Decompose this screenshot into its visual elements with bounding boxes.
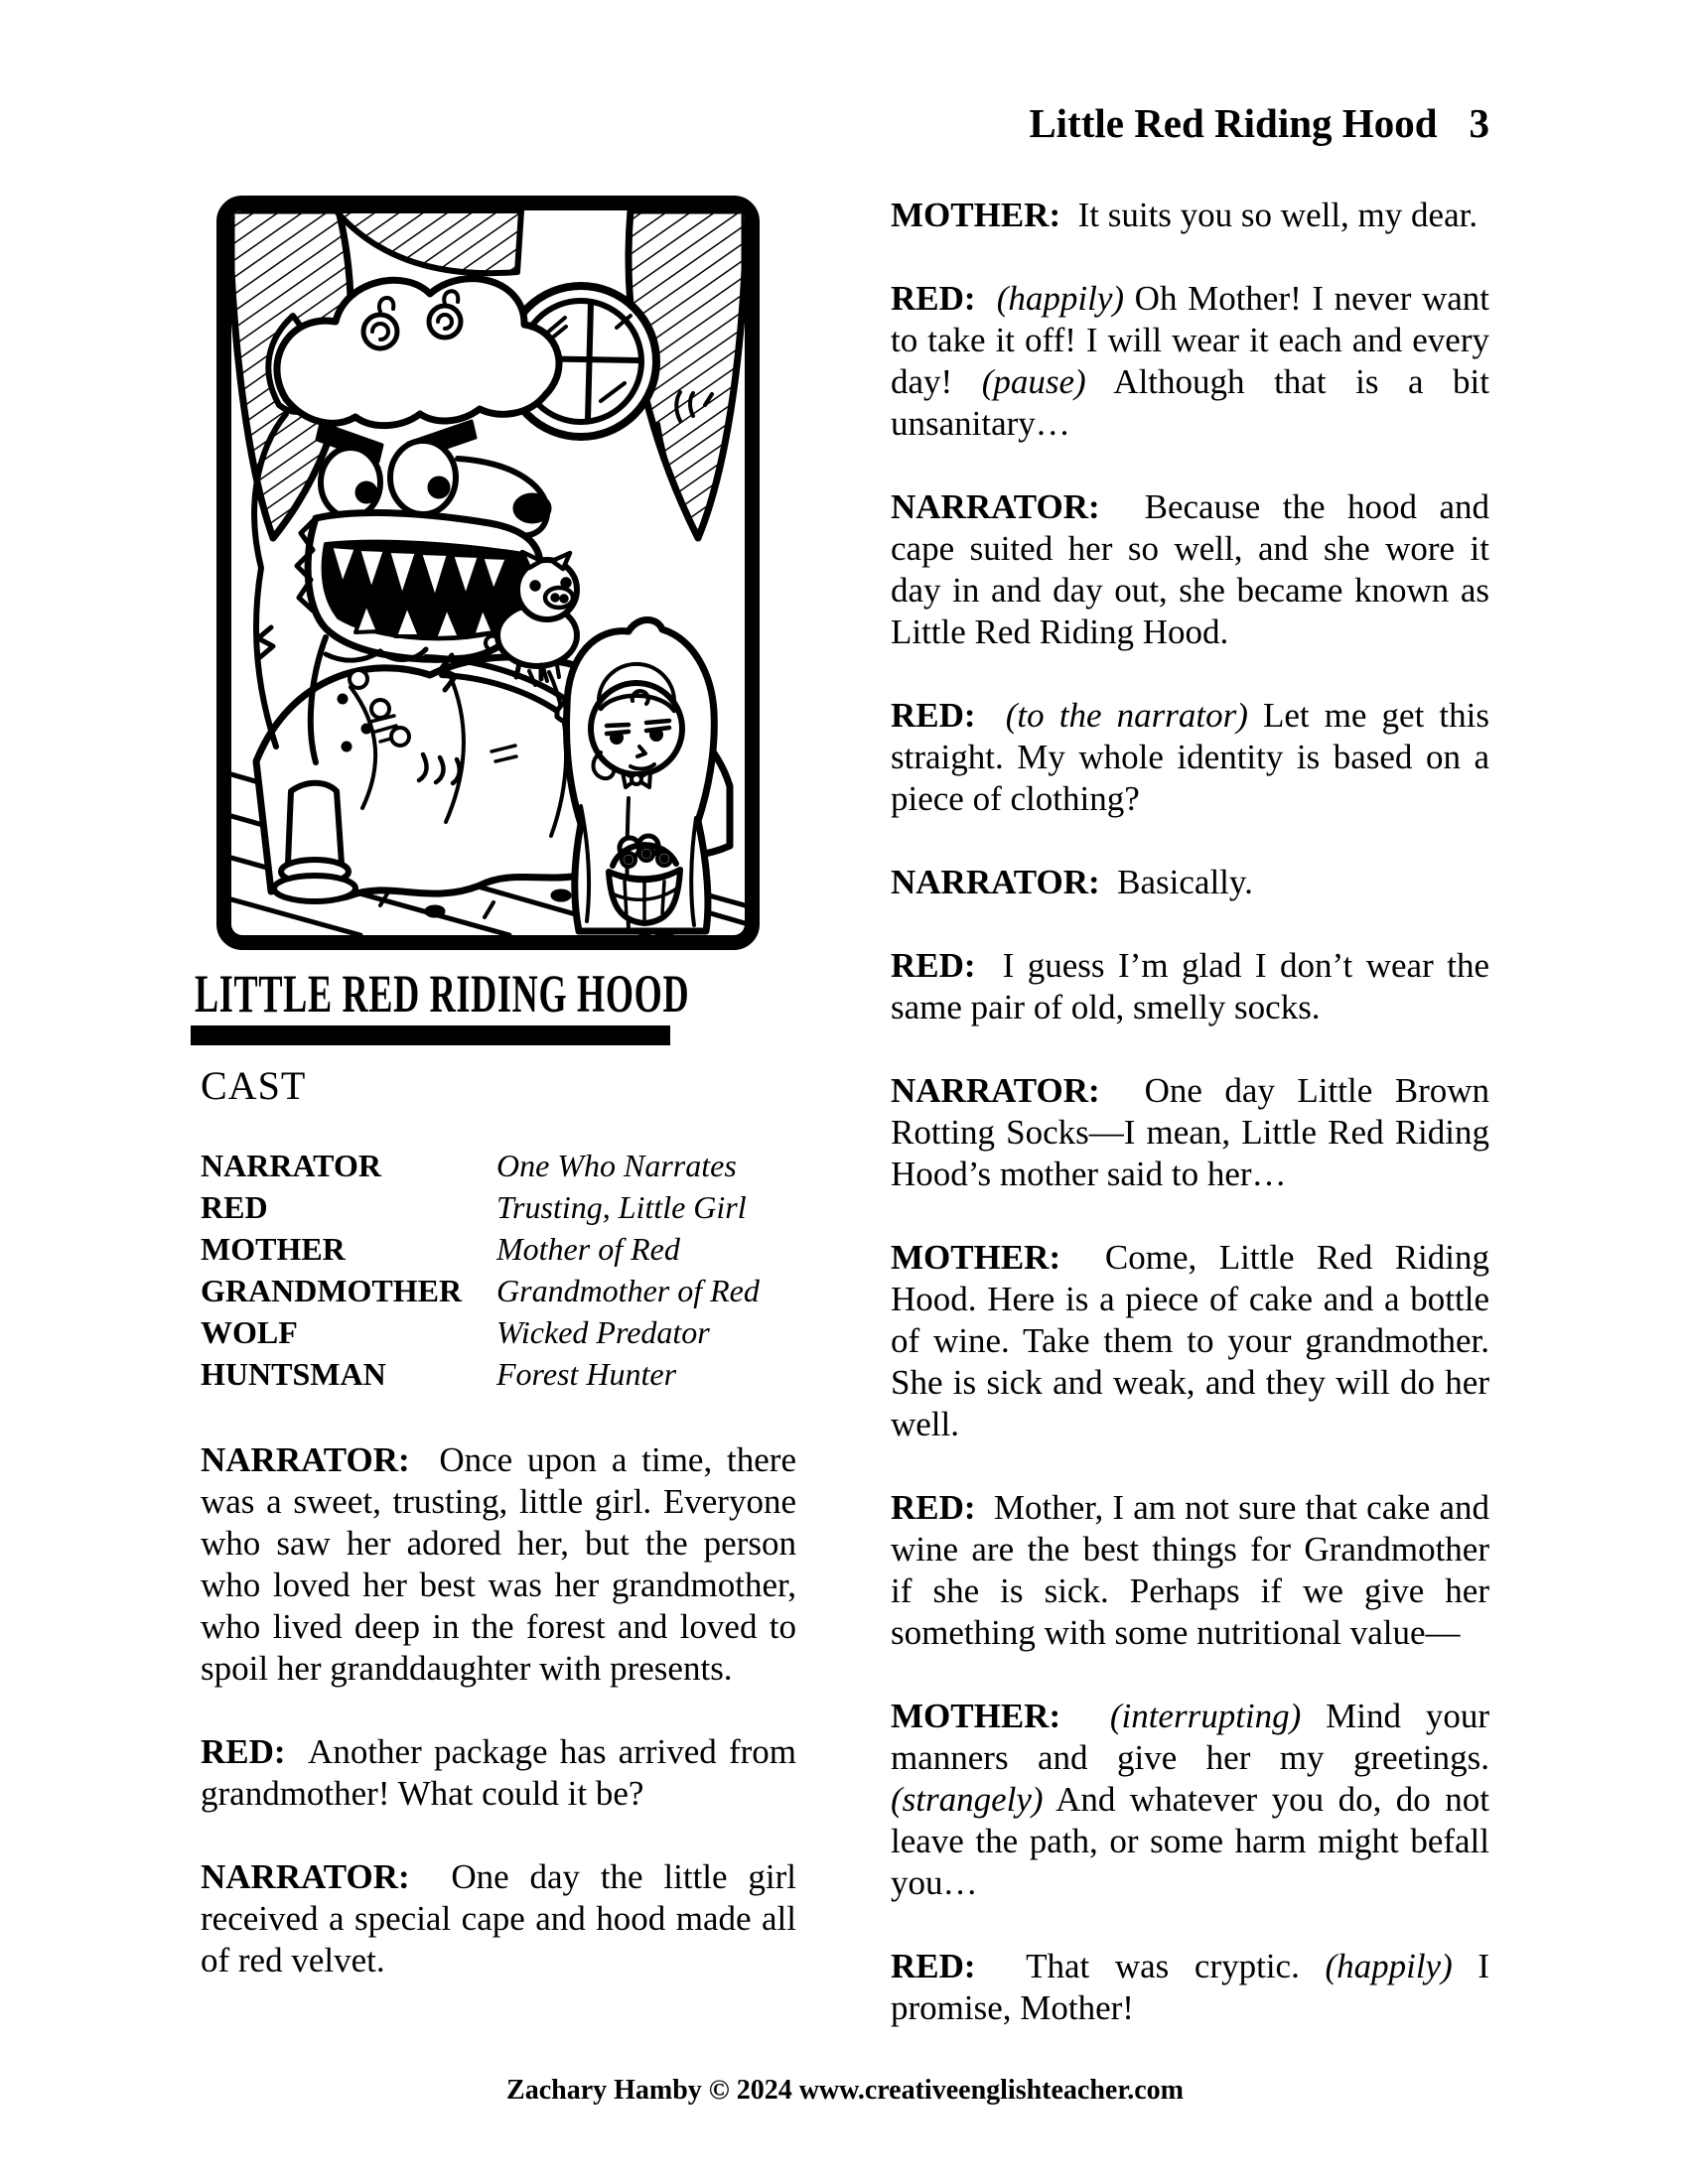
speaker-label: MOTHER:	[891, 1697, 1061, 1735]
script-column-left	[201, 1439, 796, 2023]
cast-member-row	[201, 1148, 796, 1189]
footer-credit: Zachary Hamby © 2024 www.creativeenglishteacher.com	[506, 2075, 1184, 2106]
speaker-label: MOTHER:	[891, 1238, 1061, 1277]
cast-member-description: Mother of Red	[496, 1231, 680, 1267]
story-title: LITTLE RED RIDING HOOD	[195, 964, 690, 1024]
dialogue-text: It suits you so well, my dear.	[1060, 196, 1478, 234]
title-rule	[191, 1025, 670, 1045]
dialogue-text: One day Little Brown Rotting Socks—I mean, Little Red Riding Hood’s mother said to her…	[891, 1071, 1489, 1193]
cast-heading: CAST	[201, 1063, 307, 1108]
dialogue-text: Once upon a time, there was a sweet, trusting, little girl. Everyone who saw her adored her, but the person who loved her best was her grandmother, who lived deep in the forest and loved to spoil her granddaughter with presents.	[201, 1440, 796, 1688]
stage-direction: (happily)	[1325, 1947, 1453, 1985]
dialogue-paragraph	[891, 695, 1489, 820]
dialogue-text: That was cryptic.	[975, 1947, 1326, 1985]
dialogue-text: Mother, I am not sure that cake and wine are the best things for Grandmother if she is sick. Perhaps if we give her something with some nutritional value—	[891, 1488, 1489, 1652]
dialogue-paragraph	[891, 1487, 1489, 1654]
cast-member-description: Forest Hunter	[496, 1356, 677, 1392]
dialogue-text	[1060, 1697, 1110, 1735]
dialogue-text: Basically.	[1099, 863, 1253, 901]
cast-member-name: RED	[201, 1189, 268, 1225]
dialogue-text: Another package has arrived from grandmother! What could it be?	[201, 1732, 796, 1813]
dialogue-paragraph	[891, 486, 1489, 653]
speaker-label: RED:	[891, 279, 976, 318]
speaker-label: NARRATOR:	[891, 1071, 1100, 1110]
dialogue-paragraph	[201, 1439, 796, 1690]
speaker-label: RED:	[891, 1488, 976, 1527]
dialogue-paragraph	[891, 862, 1489, 903]
cast-member-name: HUNTSMAN	[201, 1356, 386, 1392]
cast-member-description: Trusting, Little Girl	[496, 1189, 747, 1225]
dialogue-paragraph	[201, 1856, 796, 1981]
cast-member-name: NARRATOR	[201, 1148, 381, 1183]
wolf-and-red-illustration	[231, 210, 745, 935]
page-number: 3	[1469, 100, 1489, 146]
cast-member-row	[201, 1356, 796, 1398]
cast-member-description: One Who Narrates	[496, 1148, 737, 1183]
dialogue-text	[976, 279, 997, 318]
cast-member-name: GRANDMOTHER	[201, 1273, 463, 1308]
speaker-label: NARRATOR:	[201, 1440, 410, 1479]
stage-direction: (to the narrator)	[1005, 696, 1248, 735]
cast-member-row	[201, 1231, 796, 1273]
dialogue-paragraph	[201, 1731, 796, 1815]
dialogue-paragraph	[891, 278, 1489, 445]
dialogue-text: Because the hood and cape suited her so well, and she wore it day in and day out, she became known as Little Red Riding Hood.	[891, 487, 1489, 651]
speaker-label: NARRATOR:	[891, 487, 1100, 526]
cast-list	[201, 1148, 796, 1398]
dialogue-text: I promise, Mother!	[891, 1947, 1489, 2027]
cast-member-description: Wicked Predator	[496, 1314, 710, 1350]
dialogue-text: One day the little girl received a special cape and hood made all of red velvet.	[201, 1857, 796, 1979]
dialogue-text: Come, Little Red Riding Hood. Here is a piece of cake and a bottle of wine. Take them to your grandmother. She is sick and weak, and they will do her well.	[891, 1238, 1489, 1443]
dialogue-paragraph	[891, 1696, 1489, 1904]
speaker-label: RED:	[201, 1732, 286, 1771]
dialogue-text: Oh Mother! I never want to take it off! I will wear it each and every day!	[891, 279, 1489, 401]
dialogue-paragraph	[891, 195, 1489, 236]
running-header-title: Little Red Riding Hood	[1029, 100, 1438, 146]
cast-member-row	[201, 1273, 796, 1314]
dialogue-paragraph	[891, 1237, 1489, 1445]
dialogue-text: And whatever you do, do not leave the path, or some harm might befall you…	[891, 1780, 1489, 1902]
speaker-label: NARRATOR:	[201, 1857, 410, 1896]
dialogue-paragraph	[891, 1946, 1489, 2029]
cast-member-description: Grandmother of Red	[496, 1273, 760, 1308]
dialogue-text: I guess I’m glad I don’t wear the same pair of old, smelly socks.	[891, 946, 1489, 1026]
cast-member-row	[201, 1314, 796, 1356]
story-illustration-frame	[216, 196, 760, 950]
cast-member-name: MOTHER	[201, 1231, 346, 1267]
running-header	[0, 99, 1489, 147]
stage-direction: (interrupting)	[1109, 1697, 1302, 1735]
dialogue-text: Let me get this straight. My whole identity is based on a piece of clothing?	[891, 696, 1489, 818]
dialogue-paragraph	[891, 945, 1489, 1028]
stage-direction: (happily)	[996, 279, 1125, 318]
cast-member-row	[201, 1189, 796, 1231]
stage-direction: (pause)	[981, 362, 1086, 401]
script-column-right	[891, 195, 1489, 2071]
dialogue-text: Although that is a bit unsanitary…	[891, 362, 1489, 443]
cast-member-name: WOLF	[201, 1314, 298, 1350]
speaker-label: RED:	[891, 1947, 976, 1985]
dialogue-text: Mind your manners and give her my greetings.	[891, 1697, 1489, 1777]
speaker-label: RED:	[891, 696, 976, 735]
dialogue-paragraph	[891, 1070, 1489, 1195]
stage-direction: (strangely)	[891, 1780, 1044, 1819]
speaker-label: MOTHER:	[891, 196, 1061, 234]
speaker-label: RED:	[891, 946, 976, 985]
speaker-label: NARRATOR:	[891, 863, 1100, 901]
dialogue-text	[976, 696, 1006, 735]
